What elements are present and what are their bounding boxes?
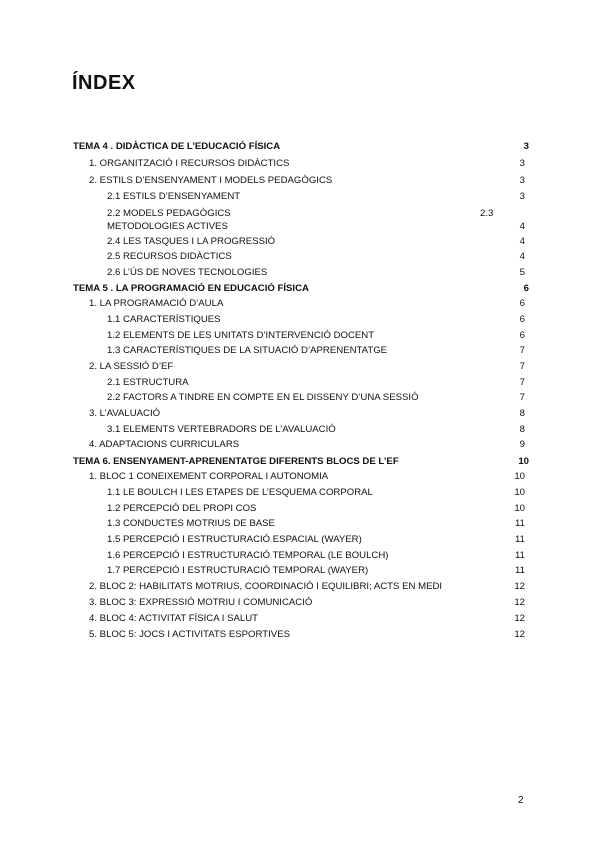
toc-entry[interactable] [89,438,525,452]
toc-entry[interactable] [89,297,525,311]
toc-entry[interactable] [107,423,525,437]
toc-page: 5 [519,267,525,278]
toc-page: 12 [514,581,525,592]
toc-label: 2.1 ESTRUCTURA [107,377,189,388]
toc-page: 12 [514,613,525,624]
toc-entry[interactable] [107,502,525,516]
toc-entry[interactable] [107,329,525,343]
toc-page: 11 [515,518,525,529]
toc-entry[interactable] [89,612,525,626]
toc-label: 1.6 PERCEPCIÓ I ESTRUCTURACIÓ TEMPORAL (LE BOULCH) [107,550,389,561]
toc-label: TEMA 5 . LA PROGRAMACIÓ EN EDUCACIÓ FÍSICA [73,283,309,294]
toc-label: 1. ORGANITZACIÓ I RECURSOS DIDÀCTICS [89,158,290,169]
toc-page: 11 [515,550,525,561]
toc-label: 3. L’AVALUACIÓ [89,408,161,419]
toc-page: 6 [519,314,525,325]
toc-entry[interactable] [107,220,525,234]
toc-entry[interactable] [107,250,525,264]
toc-page: 9 [519,439,525,450]
toc-label: 2. BLOC 2: HABILITATS MOTRIUS, COORDINACIÓ I EQUILIBRI; ACTS EN MEDI [89,581,443,592]
toc-label: 2.5 RECURSOS DIDÀCTICS [107,251,232,262]
toc-page: 11 [515,565,525,576]
toc-label: TEMA 6. ENSENYAMENT-APRENENTATGE DIFERENTS BLOCS DE L’EF [73,456,399,467]
toc-page: 7 [519,392,525,403]
toc-page: 12 [514,629,525,640]
toc-label: 2. ESTILS D’ENSENYAMENT I MODELS PEDAGÒGICS [89,175,333,186]
toc-page: 4 [519,236,525,247]
toc-page: 10 [518,456,529,467]
toc-entry[interactable] [107,207,525,221]
toc-page: 7 [519,361,525,372]
toc-page: 4 [519,251,525,262]
toc-page: 10 [514,503,525,514]
toc-page: 4 [519,221,525,232]
toc-label: 2. LA SESSIÓ D’EF [89,361,174,372]
toc-label: 3. BLOC 3: EXPRESSIÓ MOTRIU I COMUNICACIÓ [89,597,313,608]
toc-entry[interactable] [107,344,525,358]
toc-entry-tema-4[interactable] [73,140,527,154]
toc-entry[interactable] [89,407,525,421]
toc-label: TEMA 4 . DIDÀCTICA DE L’EDUCACIÓ FÍSICA [73,141,281,152]
toc-entry[interactable] [107,391,525,405]
toc-entry[interactable] [107,517,525,531]
toc-entry[interactable] [89,580,525,594]
toc-entry[interactable] [107,376,525,390]
toc-page: 6 [523,283,529,294]
toc-label-fragment: 2.3 [480,208,494,219]
toc-entry[interactable] [107,549,525,563]
toc-page: 10 [514,471,525,482]
toc-entry-tema-6[interactable] [73,455,527,469]
toc-label: 1.1 LE BOULCH I LES ETAPES DE L’ESQUEMA CORPORAL [107,487,373,498]
toc-page: 6 [519,298,525,309]
toc-page: 8 [519,408,525,419]
toc-entry[interactable] [107,190,525,204]
toc-label: 1.2 PERCEPCIÓ DEL PROPI COS [107,503,257,514]
toc-label: 1.3 CONDUCTES MOTRIUS DE BASE [107,518,275,529]
page-title: ÍNDEX [72,72,136,94]
toc-label: METODOLOGIES ACTIVES [107,221,228,232]
toc-entry[interactable] [89,628,525,642]
toc-label: 1.5 PERCEPCIÓ I ESTRUCTURACIÓ ESPACIAL (WAYER) [107,534,362,545]
toc-label: 1.3 CARACTERÍSTIQUES DE LA SITUACIÓ D’APRENENTATGE [107,345,388,356]
toc-label: 2.4 LES TASQUES I LA PROGRESSIÓ [107,236,276,247]
page-number: 2 [518,795,524,806]
toc-page: 7 [519,345,525,356]
toc-page: 3 [523,141,529,152]
toc-entry[interactable] [89,470,525,484]
toc-label: 1. BLOC 1 CONEIXEMENT CORPORAL I AUTONOMIA [89,471,329,482]
toc-page: 3 [519,175,525,186]
toc-label: 2.2 MODELS PEDAGÒGICS [107,208,231,219]
toc-entry[interactable] [89,174,525,188]
toc-entry[interactable] [89,596,525,610]
toc-label: 5. BLOC 5: JOCS I ACTIVITATS ESPORTIVES [89,629,290,640]
toc-page: 3 [519,158,525,169]
toc-label: 1.1 CARACTERÍSTIQUES [107,314,221,325]
toc-label: 1.2 ELEMENTS DE LES UNITATS D’INTERVENCIÓ DOCENT [107,330,375,341]
toc-label: 1.7 PERCEPCIÓ I ESTRUCTURACIÓ TEMPORAL (WAYER) [107,565,369,576]
toc-label: 4. BLOC 4: ACTIVITAT FÍSICA I SALUT [89,613,259,624]
toc-entry[interactable] [107,486,525,500]
toc-page: 6 [519,330,525,341]
toc-page: 11 [515,534,525,545]
toc-label: 2.2 FACTORS A TINDRE EN COMPTE EN EL DISSENY D’UNA SESSIÓ [107,392,419,403]
toc-page: 3 [519,191,525,202]
toc-page: 10 [514,487,525,498]
toc-label: 1. LA PROGRAMACIÓ D’AULA [89,298,224,309]
toc-entry[interactable] [107,313,525,327]
toc-label: 4. ADAPTACIONS CURRICULARS [89,439,240,450]
toc-label: 2.1 ESTILS D’ENSENYAMENT [107,191,241,202]
toc-entry[interactable] [107,266,525,280]
toc-entry[interactable] [107,533,525,547]
toc-entry[interactable] [89,360,525,374]
toc-entry[interactable] [89,157,525,171]
toc-page: 7 [519,377,525,388]
toc-label: 3.1 ELEMENTS VERTEBRADORS DE L’AVALUACIÓ [107,424,336,435]
toc-label: 2.6 L’ÚS DE NOVES TECNOLOGIES [107,267,268,278]
toc-entry-tema-5[interactable] [73,282,527,296]
toc-entry[interactable] [107,564,525,578]
toc-page: 8 [519,424,525,435]
toc-page: 12 [514,597,525,608]
toc-entry[interactable] [107,235,525,249]
